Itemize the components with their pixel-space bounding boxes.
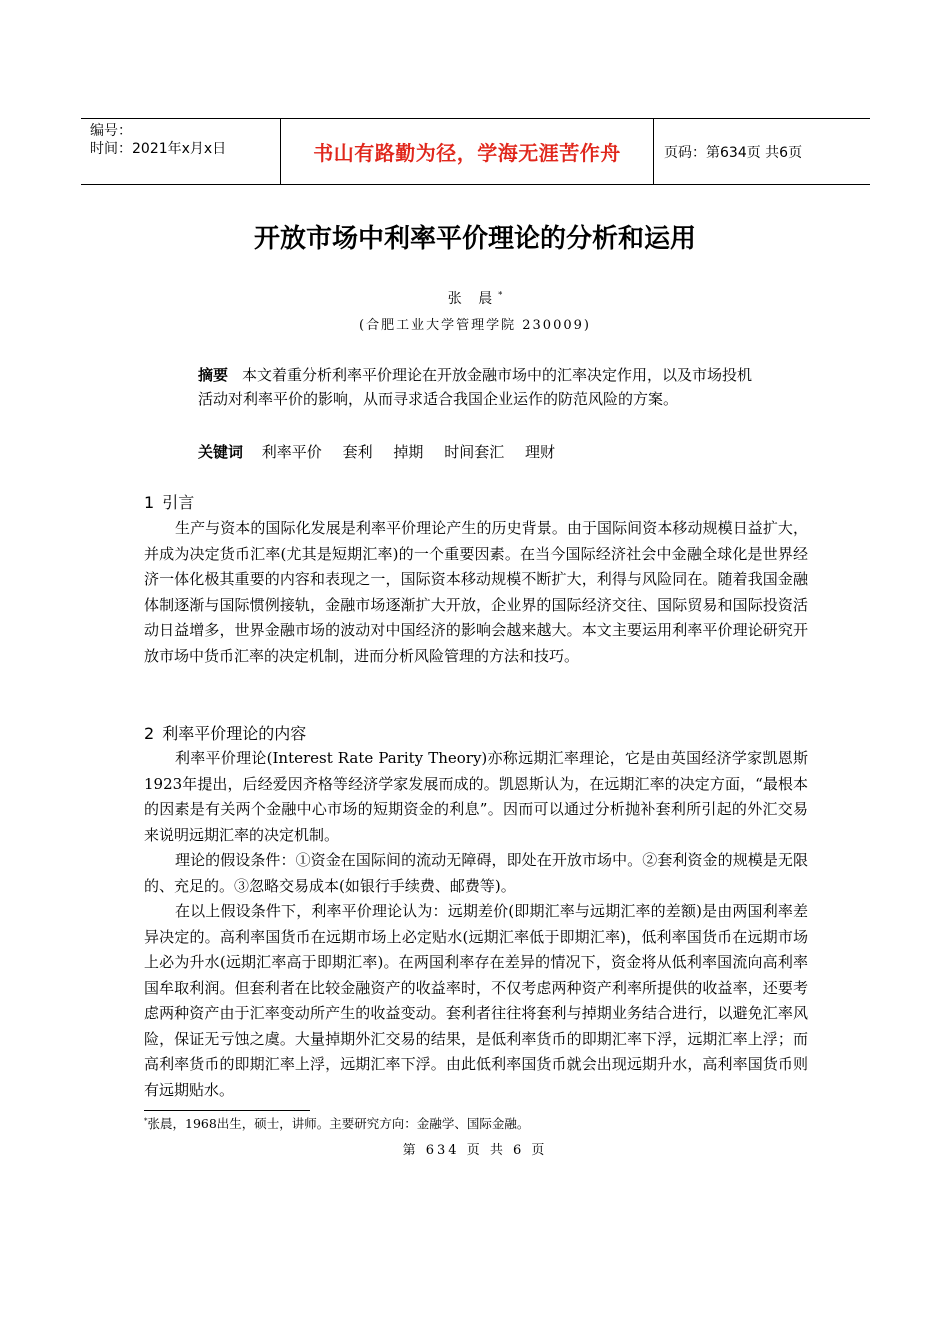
section-number: 2 <box>144 724 155 743</box>
header-motto-cell <box>281 119 654 184</box>
paper-author <box>0 288 950 308</box>
keyword-item: 时间套汇 <box>444 443 505 461</box>
body-paragraph: 生产与资本的国际化发展是利率平价理论产生的历史背景。由于国际间资本移动规模日益扩大，并成为决定货币汇率(尤其是短期汇率)的一个重要因素。在当今国际经济社会中金融全球化是世界经济一体化极其重要的内容和表现之一，国际资本移动规模不断扩大，利得与风险同在。随着我国金融体制逐渐与国际惯例接轨，金融市场逐渐扩大开放，企业界的国际经济交往、国际贸易和国际投资活动日益增多，世界金融市场的波动对中国经济的影响会越来越大。本文主要运用利率平价理论研究开放市场中货币汇率的决定机制，进而分析风险管理的方法和技巧。 <box>144 519 808 665</box>
section-number: 1 <box>144 493 155 512</box>
keywords <box>198 440 758 464</box>
header-page-label: 页码：第634页 共6页 <box>664 144 803 161</box>
body-paragraph: 利率平价理论(Interest Rate Parity Theory)亦称远期汇率理论，它是由英国经济学家凯恩斯1923年提出，后经爱因齐格等经济学家发展而成的。凯恩斯认为，在远期汇率的决定方面，“最根本的因素是有关两个金融中心市场的短期资金的利息”。因而可以通过分析抛补套利所引起的外汇交易来说明远期汇率的决定机制。 <box>144 749 808 844</box>
keyword-item: 套利 <box>342 443 373 461</box>
body-paragraph: 在以上假设条件下，利率平价理论认为：远期差价(即期汇率与远期汇率的差额)是由两国利率差异决定的。高利率国货币在远期市场上必定贴水(远期汇率低于即期汇率)，低利率国货币在远期市场上必为升水(远期汇率高于即期汇率)。在两国利率存在差异的情况下，资金将从低利率国流向高利率国牟取利润。但套利者在比较金融资产的收益率时，不仅考虑两种资产利率所提供的收益率，还要考虑两种资产由于汇率变动所产生的收益变动。套利者往往将套利与掉期业务结合进行，以避免汇率风险，保证无亏蚀之虞。大量掉期外汇交易的结果，是低利率货币的即期汇率下浮，远期汇率上浮；而高利率货币的即期汇率上浮，远期汇率下浮。由此低利率国货币就会出现远期升水，高利率国货币则有远期贴水。 <box>144 902 808 1099</box>
paper-title: 开放市场中利率平价理论的分析和运用 <box>253 224 696 254</box>
body-paragraph: 理论的假设条件：①资金在国际间的流动无障碍，即处在开放市场中。②套利资金的规模是无限的、充足的。③忽略交易成本(如银行手续费、邮费等)。 <box>144 851 808 895</box>
doc-code-label: 编号： <box>90 123 132 139</box>
keyword-item: 掉期 <box>393 443 424 461</box>
section-heading <box>144 721 306 744</box>
footnote-text: 张晨，1968出生，硕士，讲师。主要研究方向：金融学、国际金融。 <box>147 1116 530 1131</box>
author-name: 张 晨 <box>447 291 499 307</box>
page-number: 第 634 页 共 6 页 <box>402 1143 548 1158</box>
keyword-item: 理财 <box>524 443 555 461</box>
abstract-label: 摘要 <box>198 366 229 384</box>
abstract <box>198 363 758 411</box>
footnote <box>144 1114 529 1132</box>
abstract-text: 本文着重分析利率平价理论在开放金融市场中的汇率决定作用，以及市场投机活动对利率平价的影响，从而寻求适合我国企业运作的防范风险的方案。 <box>198 366 753 408</box>
section-title-text: 引言 <box>162 493 195 512</box>
header-meta-cell <box>81 119 281 184</box>
keywords-label: 关键词 <box>198 443 244 461</box>
footnote-divider <box>144 1110 310 1111</box>
motto-text: 书山有路勤为径，学海无涯苦作舟 <box>313 141 621 165</box>
author-footnote-mark: * <box>498 290 503 300</box>
doc-time-label: 时间：2021年x月x日 <box>90 141 227 157</box>
paper-affiliation: (合肥工业大学管理学院 230009) <box>359 318 591 333</box>
keyword-item: 利率平价 <box>261 443 322 461</box>
section-title-text: 利率平价理论的内容 <box>162 724 307 743</box>
footnote-mark: * <box>144 1116 148 1125</box>
section-heading <box>144 490 194 513</box>
header-page-cell <box>654 119 870 184</box>
header-table <box>81 118 870 185</box>
